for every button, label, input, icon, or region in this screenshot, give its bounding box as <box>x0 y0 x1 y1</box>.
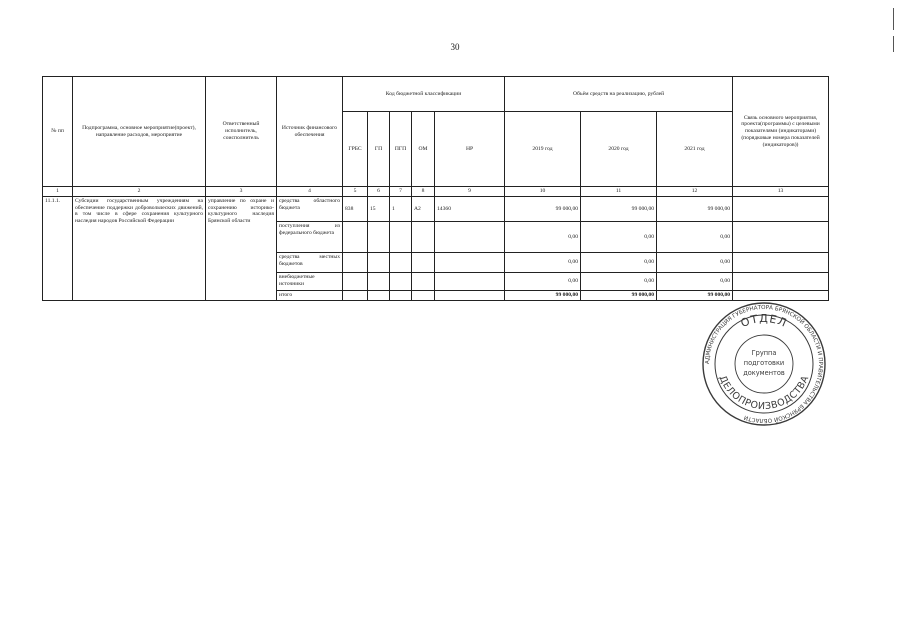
page-number: 30 <box>450 42 460 52</box>
grbs-cell <box>343 222 368 253</box>
link-cell <box>733 273 829 291</box>
header-gp: ГП <box>368 112 390 187</box>
value-2020: 0,00 <box>581 253 657 273</box>
header-2021: 2021 год <box>657 112 733 187</box>
value-2019: 99 000,00 <box>505 197 581 222</box>
stamp-line1: ОТДЕЛ <box>738 311 790 330</box>
grbs-cell: 838 <box>343 197 368 222</box>
header-link: Связь основного мероприятия, проекта(программы) с целевыми показателями (индикаторами) (порядковые номера показателей (индикаторов)) <box>733 77 829 187</box>
nr-cell <box>435 291 505 301</box>
pgp-cell <box>390 291 412 301</box>
column-index-row <box>43 187 829 197</box>
value-2020: 99 000,00 <box>581 197 657 222</box>
item-number: 11.1.1. <box>43 197 73 301</box>
source-cell: поступления из федерального бюджета <box>277 222 343 253</box>
stamp-center-line1: Группа <box>751 349 777 357</box>
scan-edge-mark <box>893 36 894 52</box>
header-2020: 2020 год <box>581 112 657 187</box>
header-volume: Объём средств на реализацию, рублей <box>505 77 733 112</box>
column-index: 8 <box>412 187 435 197</box>
header-pgp: ПГП <box>390 112 412 187</box>
total-2019: 99 000,00 <box>505 291 581 301</box>
om-cell: А2 <box>412 197 435 222</box>
column-index: 12 <box>657 187 733 197</box>
nr-cell: 14360 <box>435 197 505 222</box>
stamp-ring-text: АДМИНИСТРАЦИЯ ГУБЕРНАТОРА БРЯНСКОЙ ОБЛАСТИ И ПРАВИТЕЛЬСТВА БРЯНСКОЙ ОБЛАСТИ <box>704 304 824 424</box>
gp-cell <box>368 291 390 301</box>
header-row-main <box>43 77 829 112</box>
header-2019: 2019 год <box>505 112 581 187</box>
om-cell <box>412 222 435 253</box>
budget-table <box>42 76 829 301</box>
value-2021: 0,00 <box>657 253 733 273</box>
header-om: ОМ <box>412 112 435 187</box>
office-stamp <box>700 300 828 428</box>
grbs-cell <box>343 273 368 291</box>
gp-cell <box>368 273 390 291</box>
pgp-cell: 1 <box>390 197 412 222</box>
link-cell <box>733 253 829 273</box>
link-cell <box>733 222 829 253</box>
om-cell <box>412 273 435 291</box>
stamp-center-line2: подготовки <box>743 359 785 367</box>
item-responsible: управление по охране и сохранению историко-культурного наследия Брянской области <box>206 197 277 301</box>
column-index: 9 <box>435 187 505 197</box>
om-cell <box>412 253 435 273</box>
column-index: 6 <box>368 187 390 197</box>
source-cell: средства областного бюджета <box>277 197 343 222</box>
nr-cell <box>435 273 505 291</box>
header-responsible: Ответственный исполнитель, соисполнитель <box>206 77 277 187</box>
source-cell: средства местных бюджетов <box>277 253 343 273</box>
column-index: 7 <box>390 187 412 197</box>
source-cell: внебюджетные источники <box>277 273 343 291</box>
total-label: итого <box>277 291 343 301</box>
link-cell <box>733 291 829 301</box>
grbs-cell <box>343 291 368 301</box>
value-2019: 0,00 <box>505 222 581 253</box>
value-2019: 0,00 <box>505 253 581 273</box>
stamp-line2: ДЕЛОПРОИЗВОДСТВА <box>716 373 812 413</box>
nr-cell <box>435 222 505 253</box>
header-nr: НР <box>435 112 505 187</box>
item-name: Субсидии государственным учреждениям на обеспечение поддержки добровольческих движений, в том числе в сфере сохранения культурного наследия народов Российской Федерации <box>73 197 206 301</box>
header-budget-code: Код бюджетной классификации <box>343 77 505 112</box>
pgp-cell <box>390 273 412 291</box>
value-2019: 0,00 <box>505 273 581 291</box>
header-subprogram: Подпрограмма, основное мероприятие(проект), направление расходов, мероприятие <box>73 77 206 187</box>
column-index: 5 <box>343 187 368 197</box>
column-index: 11 <box>581 187 657 197</box>
gp-cell: 15 <box>368 197 390 222</box>
value-2021: 0,00 <box>657 222 733 253</box>
stamp-center-line3: документов <box>743 369 785 377</box>
grbs-cell <box>343 253 368 273</box>
nr-cell <box>435 253 505 273</box>
gp-cell <box>368 222 390 253</box>
value-2021: 0,00 <box>657 273 733 291</box>
value-2020: 0,00 <box>581 222 657 253</box>
link-cell <box>733 197 829 222</box>
column-index: 1 <box>43 187 73 197</box>
total-2020: 99 000,00 <box>581 291 657 301</box>
total-2021: 99 000,00 <box>657 291 733 301</box>
column-index: 4 <box>277 187 343 197</box>
gp-cell <box>368 253 390 273</box>
pgp-cell <box>390 253 412 273</box>
column-index: 10 <box>505 187 581 197</box>
column-index: 2 <box>73 187 206 197</box>
om-cell <box>412 291 435 301</box>
table-row <box>43 197 829 222</box>
value-2020: 0,00 <box>581 273 657 291</box>
header-num: № пп <box>43 77 73 187</box>
header-source: Источник финансового обеспечения <box>277 77 343 187</box>
column-index: 3 <box>206 187 277 197</box>
scan-edge-mark <box>893 8 894 30</box>
column-index: 13 <box>733 187 829 197</box>
pgp-cell <box>390 222 412 253</box>
value-2021: 99 000,00 <box>657 197 733 222</box>
header-grbs: ГРБС <box>343 112 368 187</box>
